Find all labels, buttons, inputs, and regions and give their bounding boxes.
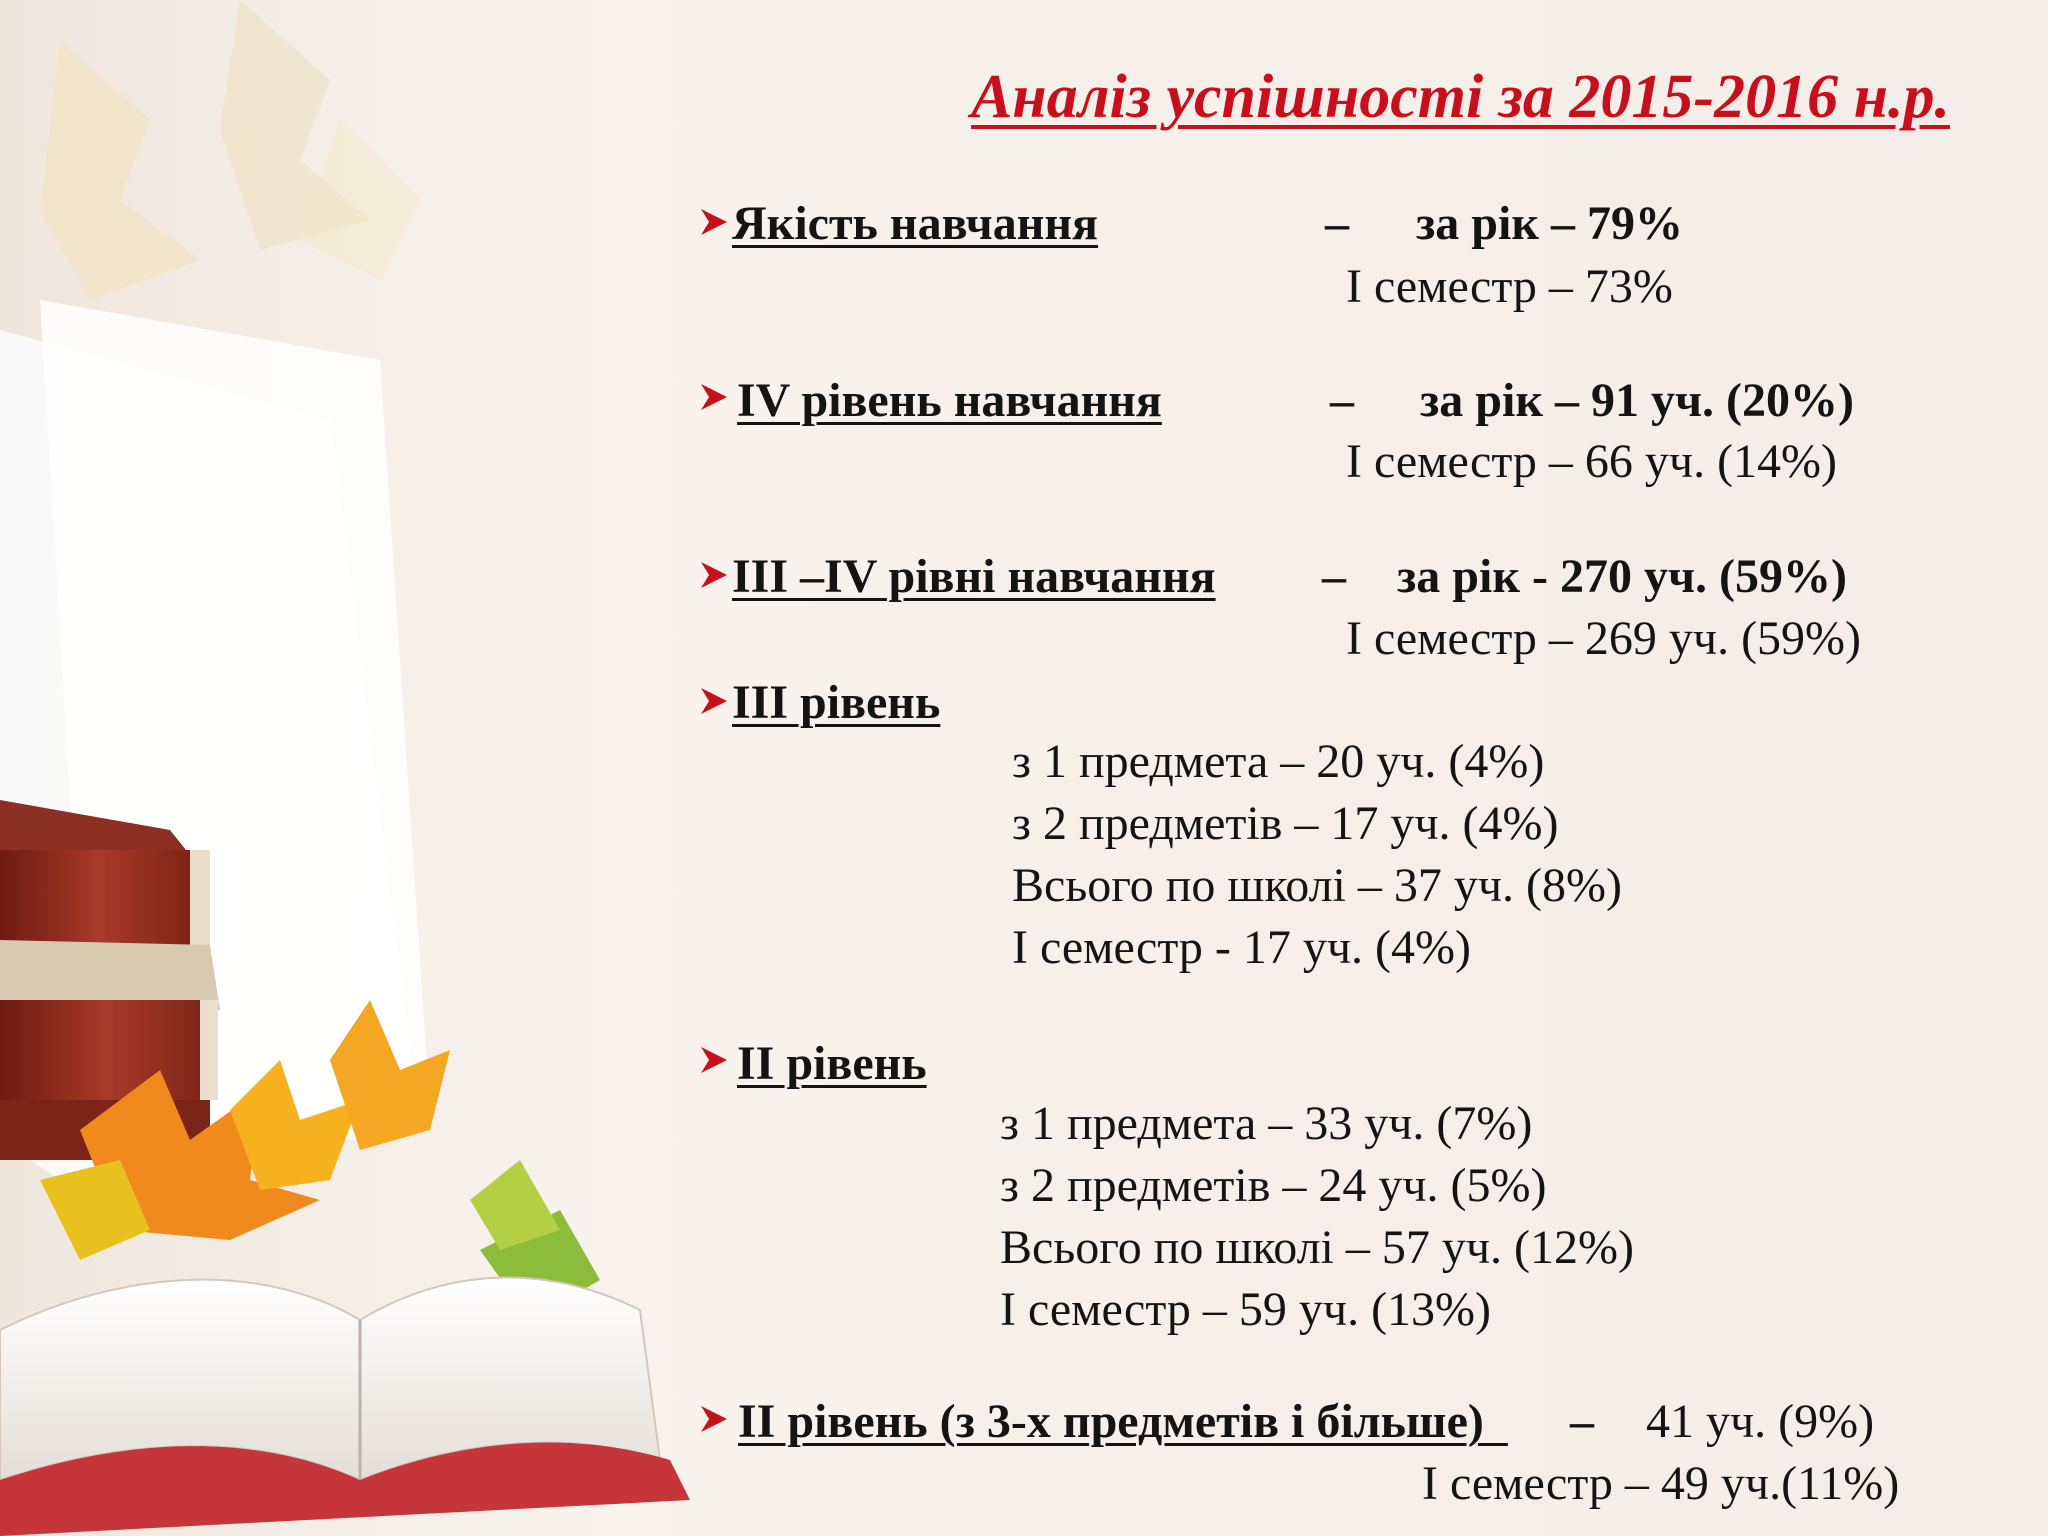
item-detail-line: з 1 предмета – 20 уч. (4%) (1012, 735, 1545, 788)
arrow-bullet-icon (697, 205, 731, 239)
arrow-bullet-icon (697, 380, 731, 414)
item-dash: – (1325, 197, 1349, 250)
item-heading-level-iii: ІІІ рівень (732, 676, 941, 729)
item-dash: – (1330, 374, 1354, 427)
arrow-bullet-icon (697, 684, 731, 718)
item-heading-level-ii-three-plus: ІІ рівень (з 3-х предметів і більше) (738, 1395, 1508, 1448)
item-detail-line: з 2 предметів – 24 уч. (5%) (1000, 1159, 1547, 1212)
item-detail-line: Всього по школі – 37 уч. (8%) (1012, 859, 1622, 912)
item-semester-value: І семестр – 269 уч. (59%) (1346, 612, 1862, 665)
arrow-bullet-icon (697, 1043, 731, 1077)
arrow-bullet-icon (697, 1402, 731, 1436)
decorative-illustration (0, 0, 700, 1536)
item-dash: – (1570, 1395, 1594, 1448)
item-detail-line: з 1 предмета – 33 уч. (7%) (1000, 1097, 1533, 1150)
item-detail-line: Всього по школі – 57 уч. (12%) (1000, 1221, 1634, 1274)
item-year-value: за рік – 91 уч. (20%) (1420, 374, 1855, 427)
item-dash: – (1322, 550, 1346, 603)
item-detail-line: І семестр – 59 уч. (13%) (1000, 1283, 1492, 1336)
item-detail-line: з 2 предметів – 17 уч. (4%) (1012, 797, 1559, 850)
item-year-value: за рік - 270 уч. (59%) (1397, 550, 1847, 603)
arrow-bullet-icon (697, 558, 731, 592)
item-detail-line: І семестр - 17 уч. (4%) (1012, 921, 1471, 974)
item-year-value: за рік – 79% (1416, 197, 1683, 250)
item-heading-level-iii-iv: ІІІ –IV рівні навчання (732, 550, 1216, 603)
item-value: 41 уч. (9%) (1646, 1395, 1875, 1448)
item-semester-value: І семестр – 49 уч.(11%) (1422, 1457, 1900, 1510)
item-semester-value: І семестр – 66 уч. (14%) (1346, 435, 1838, 488)
item-heading-level-iv: IV рівень навчання (737, 374, 1162, 427)
page-title: Аналіз успішності за 2015-2016 н.р. (970, 63, 1950, 131)
item-heading-quality: Якість навчання (732, 197, 1099, 250)
item-semester-value: І семестр – 73% (1346, 260, 1673, 313)
item-heading-level-ii: ІІ рівень (737, 1037, 927, 1090)
